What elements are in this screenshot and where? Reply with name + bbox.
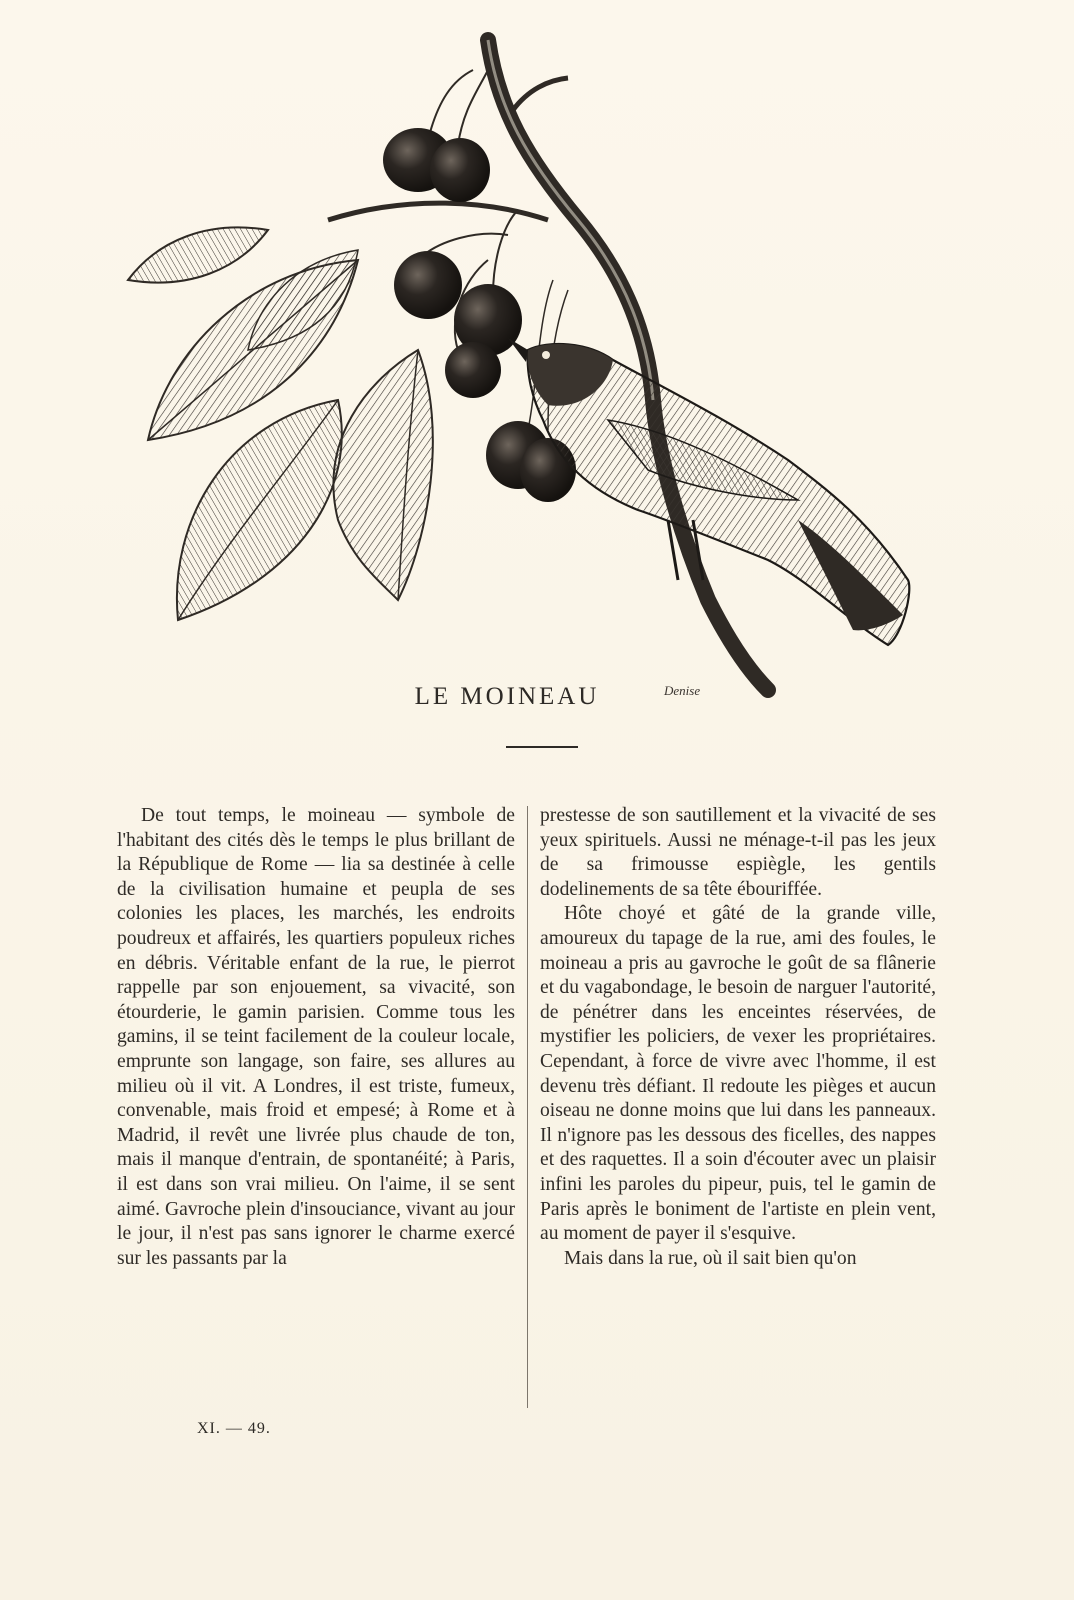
cherry [394, 251, 462, 319]
article-title: LE MOINEAU [414, 683, 600, 710]
title-rule [506, 746, 578, 748]
paragraph: prestesse de son sautillement et la vivacité de ses yeux spirituels. Aussi ne ménage-t-il pas les jeux de sa frimousse espiègle, les gentils dodelinements de sa tête ébouriffée. [540, 805, 936, 900]
leaf [177, 400, 342, 620]
paragraph: Mais dans la rue, où il sait bien qu'on [564, 1247, 857, 1269]
column-divider [527, 806, 528, 1408]
folio: XI. — 49. [197, 1420, 271, 1437]
left-column [117, 804, 515, 1271]
cherry [430, 138, 490, 202]
paragraph: De tout temps, le moineau — symbole de l'habitant des cités dès le temps le plus brillant de la République de Rome — lia sa destinée à celle de la civilisation humaine et peupla de ses colonies les places, les marchés, les endroits poudreux et affairés, les quartiers populeux riches en débris. Véritable enfant de la rue, le pierrot rappelle par son enjouement, sa vivacité, son étourderie, le gamin parisien. Comme tous les gamins, il se teint facilement de la couleur locale, emprunte son langage, son faire, ses allures au milieu où il vit. A Londres, il est triste, fumeux, convenable, mais froid et empesé; à Rome et à Madrid, il revêt une livrée plus chaude de ton, mais il manque d'entrain, de spontanéité; à Paris, il est dans son vrai milieu. On l'aime, il se sent aimé. Gavroche plein d'insouciance, vivant au jour le jour, il n'est pas sans ignorer le charme exercé sur les passants par la [117, 805, 515, 1269]
right-column [540, 804, 936, 1271]
leaf [333, 350, 432, 600]
paragraph: Hôte choyé et gâté de la grande ville, amoureux du tapage de la rue, ami des foules, le moineau a pris au gavroche le goût de sa flânerie et du vagabondage, le besoin de narguer l'autorité, de pénétrer dans les enceintes réservées, de mystifier les policiers, de vexer les propriétaires. Cependant, à force de vivre avec l'homme, il est devenu très défiant. Il redoute les pièges et aucun oiseau ne donne moins que lui dans les panneaux. Il n'ignore pas les dessous des ficelles, des nappes et des raquettes. Il a soin d'écouter avec un plaisir infini les paroles du pipeur, puis, tel le gamin de Paris après le boniment de l'artiste en plein vent, au moment de payer il s'esquive. [540, 903, 936, 1245]
leaf [128, 227, 268, 282]
sparrow-cherry-illustration [108, 20, 928, 700]
artist-signature: Denise [664, 683, 701, 698]
cherry [445, 342, 501, 398]
